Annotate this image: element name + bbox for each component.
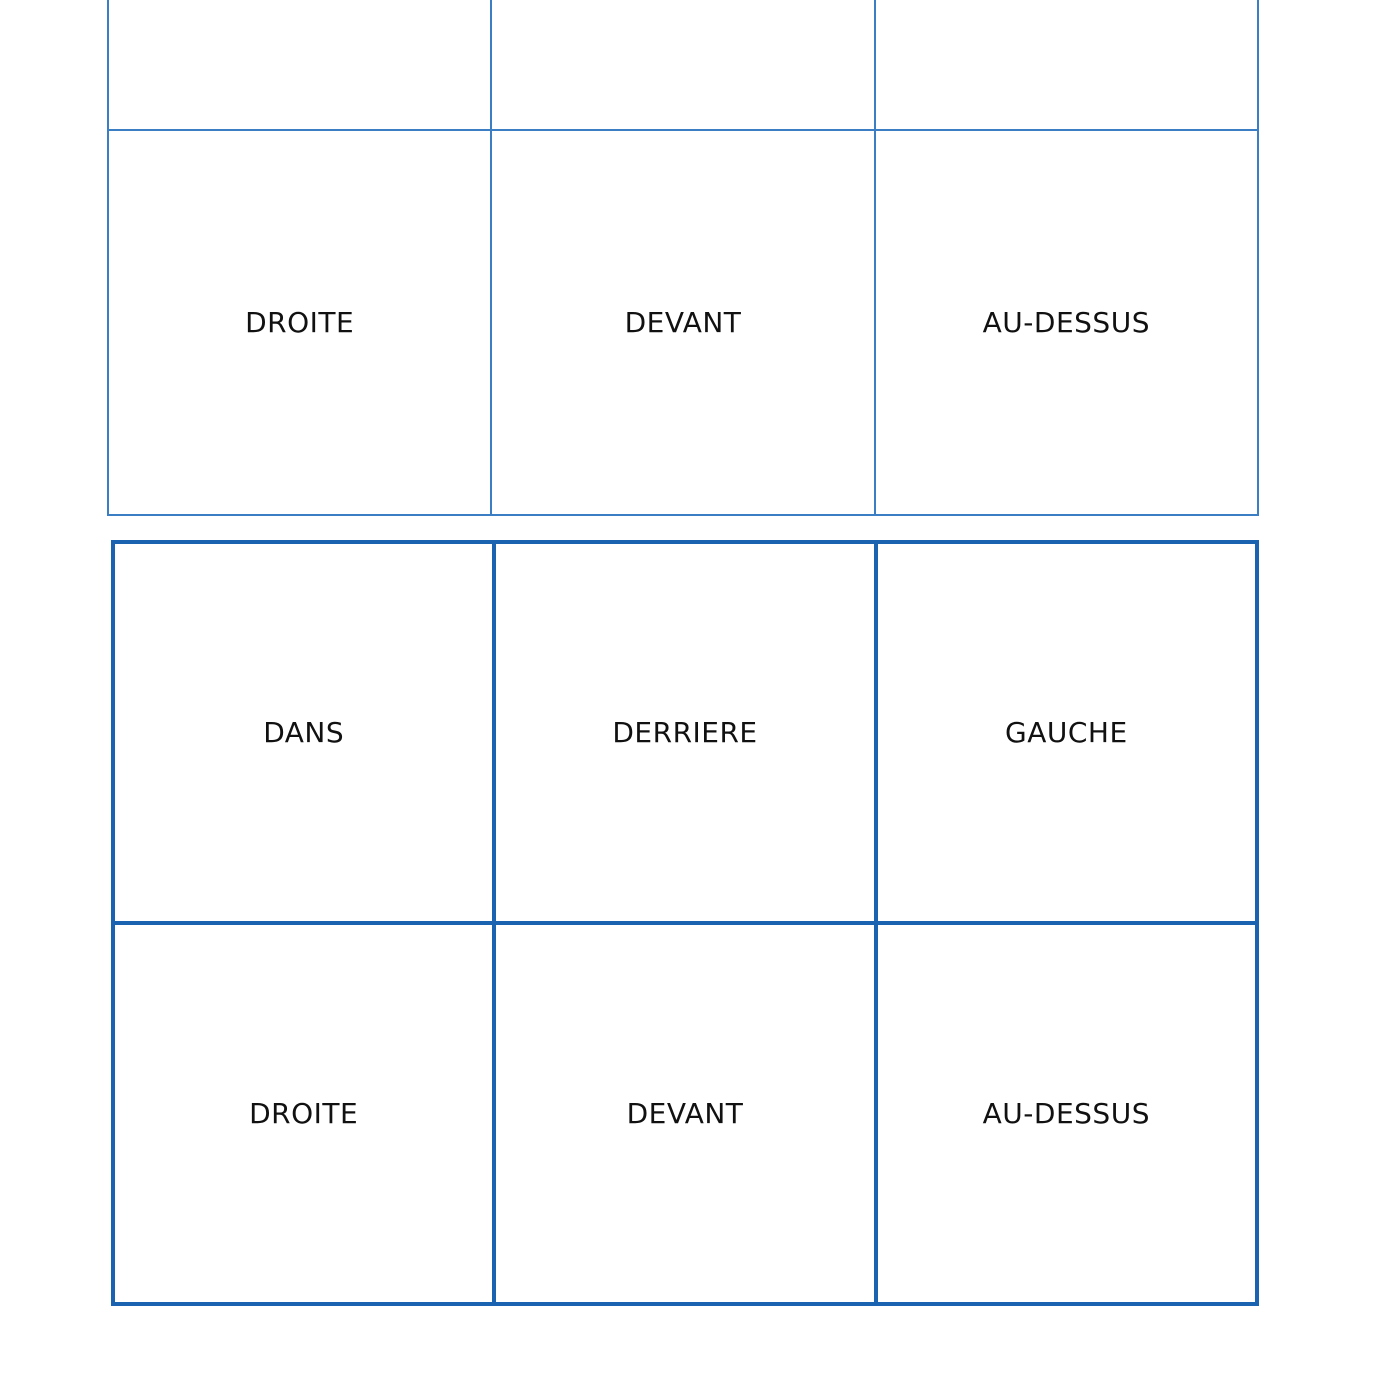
grid-cell: [492, 540, 873, 921]
cell-word-droite: DROITE: [245, 306, 355, 339]
top-word-grid: [107, 0, 1259, 516]
grid-cell: [874, 0, 1257, 129]
cell-word-au-dessus: AU-DESSUS: [982, 306, 1150, 339]
bottom-word-grid: [111, 540, 1259, 1306]
grid-cell: [874, 129, 1257, 514]
cell-word-au-dessus: AU-DESSUS: [982, 1097, 1150, 1130]
cell-word-devant: DEVANT: [624, 306, 742, 339]
grid-cell: [107, 0, 490, 129]
cell-word-gauche: GAUCHE: [1005, 716, 1128, 749]
cell-word-dans: DANS: [263, 716, 345, 749]
grid-cell: [874, 921, 1255, 1302]
grid-cell: [111, 921, 492, 1302]
cell-word-droite: DROITE: [249, 1097, 359, 1130]
cell-word-devant: DEVANT: [626, 1097, 744, 1130]
grid-cell: [107, 129, 490, 514]
grid-cell: [874, 540, 1255, 921]
cell-word-derriere: DERRIERE: [612, 716, 758, 749]
grid-cell: [111, 540, 492, 921]
grid-cell: [490, 0, 873, 129]
grid-cell: [490, 129, 873, 514]
grid-cell: [492, 921, 873, 1302]
